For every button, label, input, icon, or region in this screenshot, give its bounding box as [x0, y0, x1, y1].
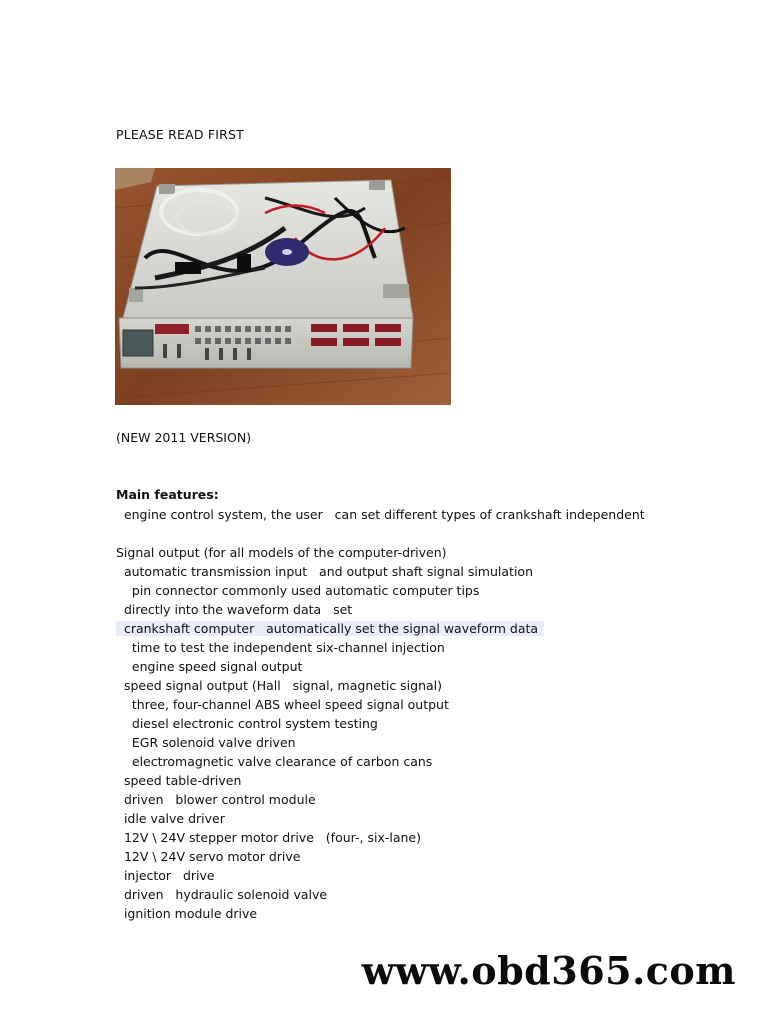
feature-item: EGR solenoid valve driven [116, 735, 296, 750]
document-heading: PLEASE READ FIRST [116, 127, 245, 142]
feature-item: speed table-driven [116, 773, 242, 788]
feature-item: electromagnetic valve clearance of carbon cans [116, 754, 433, 769]
feature-item: Signal output (for all models of the computer-driven) [116, 545, 447, 560]
feature-item: engine control system, the user can set different types of crankshaft independent [116, 507, 645, 522]
feature-item: 12V \ 24V stepper motor drive (four-, six-lane) [116, 830, 421, 845]
feature-item: time to test the independent six-channel injection [116, 640, 445, 655]
features-title: Main features: [116, 487, 219, 502]
site-watermark: www.obd365.com [361, 948, 736, 993]
feature-item: directly into the waveform data set [116, 602, 353, 617]
feature-item: 12V \ 24V servo motor drive [116, 849, 301, 864]
feature-item: driven hydraulic solenoid valve [116, 887, 328, 902]
features-list [116, 505, 716, 923]
feature-spacer [116, 524, 716, 543]
feature-item-highlighted: crankshaft computer automatically set the signal waveform data [116, 619, 716, 638]
feature-item: automatic transmission input and output shaft signal simulation [116, 564, 533, 579]
feature-item: pin connector commonly used automatic computer tips [116, 583, 480, 598]
feature-item: driven blower control module [116, 792, 316, 807]
feature-item: speed signal output (Hall signal, magnetic signal) [116, 678, 443, 693]
feature-item: idle valve driver [116, 811, 225, 826]
product-photo [115, 168, 451, 405]
version-note: (NEW 2011 VERSION) [116, 430, 252, 445]
feature-item: three, four-channel ABS wheel speed signal output [116, 697, 449, 712]
feature-item: ignition module drive [116, 906, 258, 921]
product-photo-illustration [115, 168, 451, 405]
feature-item: injector drive [116, 868, 215, 883]
feature-item: diesel electronic control system testing [116, 716, 378, 731]
feature-item: engine speed signal output [116, 659, 303, 674]
